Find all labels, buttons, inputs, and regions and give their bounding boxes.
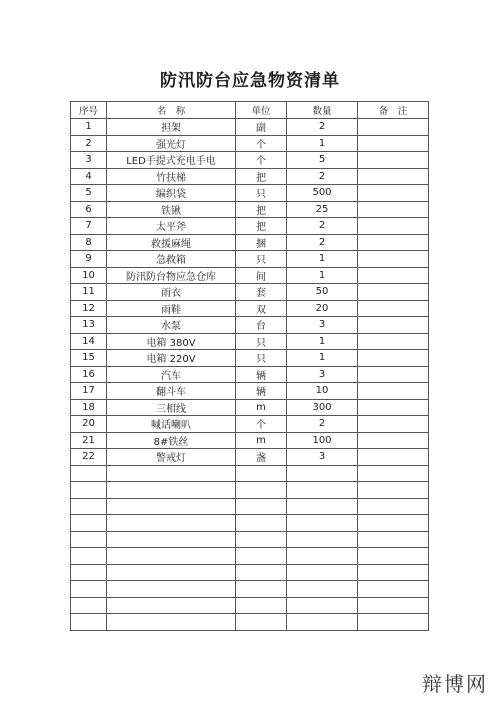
table-row (71, 515, 429, 532)
cell-unit: m (236, 432, 287, 449)
cell-unit: 副 (236, 119, 287, 136)
cell-index: 9 (71, 251, 107, 268)
cell-note (358, 597, 429, 614)
cell-quantity: 1 (287, 267, 358, 284)
cell-quantity: 10 (287, 383, 358, 400)
cell-quantity: 1 (287, 251, 358, 268)
cell-name: 警戒灯 (107, 449, 236, 466)
cell-unit (236, 465, 287, 482)
table-row (71, 168, 429, 185)
table-row (71, 333, 429, 350)
table-row (71, 218, 429, 235)
page-title: 防汛防台应急物资清单 (160, 71, 340, 91)
cell-unit: 辆 (236, 383, 287, 400)
cell-note (358, 416, 429, 433)
cell-name (107, 564, 236, 581)
cell-index (71, 581, 107, 598)
cell-note (358, 284, 429, 301)
cell-unit: m (236, 399, 287, 416)
cell-note (358, 531, 429, 548)
table-row (71, 185, 429, 202)
cell-index (71, 548, 107, 565)
cell-index: 4 (71, 168, 107, 185)
cell-name (107, 498, 236, 515)
cell-unit: 辆 (236, 366, 287, 383)
cell-index: 14 (71, 333, 107, 350)
cell-quantity: 1 (287, 350, 358, 367)
cell-note (358, 548, 429, 565)
cell-index: 2 (71, 135, 107, 152)
cell-name: 铁锹 (107, 201, 236, 218)
cell-name: 汽车 (107, 366, 236, 383)
cell-note (358, 234, 429, 251)
cell-unit: 只 (236, 251, 287, 268)
cell-index: 13 (71, 317, 107, 334)
cell-note (358, 564, 429, 581)
cell-index (71, 597, 107, 614)
cell-note (358, 581, 429, 598)
table-row (71, 234, 429, 251)
cell-note (358, 482, 429, 499)
table-row (71, 465, 429, 482)
cell-index: 12 (71, 300, 107, 317)
cell-unit: 只 (236, 185, 287, 202)
cell-index: 18 (71, 399, 107, 416)
cell-note (358, 515, 429, 532)
cell-note (358, 465, 429, 482)
table-row (71, 251, 429, 268)
table-header-row (71, 102, 429, 119)
table-row (71, 201, 429, 218)
cell-index: 22 (71, 449, 107, 466)
header-quantity: 数量 (287, 102, 358, 119)
table-row (71, 383, 429, 400)
cell-name: 雨衣 (107, 284, 236, 301)
cell-name: 救援麻绳 (107, 234, 236, 251)
cell-unit: 只 (236, 350, 287, 367)
cell-note (358, 614, 429, 631)
cell-unit (236, 482, 287, 499)
cell-name: 编织袋 (107, 185, 236, 202)
table-row (71, 416, 429, 433)
cell-name: 竹扶梯 (107, 168, 236, 185)
cell-note (358, 366, 429, 383)
cell-note (358, 152, 429, 169)
cell-name: 喊话喇叭 (107, 416, 236, 433)
watermark-logo: 辩博网 (422, 672, 488, 696)
cell-unit: 把 (236, 168, 287, 185)
cell-quantity (287, 597, 358, 614)
cell-name: 三相线 (107, 399, 236, 416)
cell-index: 16 (71, 366, 107, 383)
table-row (71, 449, 429, 466)
header-name: 名 称 (107, 102, 236, 119)
cell-unit (236, 564, 287, 581)
cell-unit: 把 (236, 218, 287, 235)
cell-note (358, 168, 429, 185)
cell-name: 电箱 380V (107, 333, 236, 350)
cell-quantity: 2 (287, 119, 358, 136)
cell-name (107, 515, 236, 532)
header-index: 序号 (71, 102, 107, 119)
table-row (71, 267, 429, 284)
table-row (71, 119, 429, 136)
cell-note (358, 135, 429, 152)
cell-name (107, 614, 236, 631)
cell-unit: 捆 (236, 234, 287, 251)
table-row (71, 531, 429, 548)
cell-name: 翻斗车 (107, 383, 236, 400)
cell-quantity (287, 548, 358, 565)
cell-index: 20 (71, 416, 107, 433)
cell-quantity: 3 (287, 449, 358, 466)
table-row (71, 597, 429, 614)
cell-index (71, 564, 107, 581)
cell-quantity (287, 614, 358, 631)
cell-index (71, 498, 107, 515)
cell-name: 太平斧 (107, 218, 236, 235)
cell-note (358, 185, 429, 202)
cell-note (358, 218, 429, 235)
cell-quantity (287, 498, 358, 515)
cell-note (358, 498, 429, 515)
table-row (71, 317, 429, 334)
cell-quantity (287, 482, 358, 499)
table-body (71, 119, 429, 631)
table-row (71, 366, 429, 383)
cell-name: 强光灯 (107, 135, 236, 152)
supplies-table (70, 101, 429, 631)
cell-quantity: 1 (287, 333, 358, 350)
cell-unit: 盏 (236, 449, 287, 466)
table-row (71, 284, 429, 301)
cell-index (71, 482, 107, 499)
cell-quantity: 5 (287, 152, 358, 169)
cell-note (358, 201, 429, 218)
cell-index: 7 (71, 218, 107, 235)
table-row (71, 432, 429, 449)
cell-index: 15 (71, 350, 107, 367)
cell-index: 8 (71, 234, 107, 251)
cell-quantity: 2 (287, 234, 358, 251)
cell-note (358, 333, 429, 350)
cell-quantity (287, 564, 358, 581)
cell-unit: 把 (236, 201, 287, 218)
table-row (71, 300, 429, 317)
table-row (71, 399, 429, 416)
cell-unit (236, 597, 287, 614)
table-row (71, 152, 429, 169)
cell-name: 防汛防台物应急仓库 (107, 267, 236, 284)
cell-unit: 间 (236, 267, 287, 284)
cell-index (71, 614, 107, 631)
cell-quantity (287, 515, 358, 532)
cell-note (358, 383, 429, 400)
cell-index: 3 (71, 152, 107, 169)
cell-quantity: 50 (287, 284, 358, 301)
table-row (71, 614, 429, 631)
header-unit: 单位 (236, 102, 287, 119)
cell-quantity: 20 (287, 300, 358, 317)
cell-quantity: 2 (287, 168, 358, 185)
cell-name: 电箱 220V (107, 350, 236, 367)
cell-note (358, 399, 429, 416)
cell-quantity: 3 (287, 366, 358, 383)
cell-index: 11 (71, 284, 107, 301)
cell-unit: 个 (236, 135, 287, 152)
cell-quantity: 300 (287, 399, 358, 416)
cell-note (358, 300, 429, 317)
cell-name: 担架 (107, 119, 236, 136)
cell-note (358, 449, 429, 466)
table-row (71, 482, 429, 499)
cell-note (358, 432, 429, 449)
cell-name (107, 531, 236, 548)
header-note: 备 注 (358, 102, 429, 119)
cell-index (71, 531, 107, 548)
cell-unit: 双 (236, 300, 287, 317)
cell-name (107, 482, 236, 499)
cell-unit (236, 581, 287, 598)
table-row (71, 350, 429, 367)
cell-name: LED手提式充电手电 (107, 152, 236, 169)
cell-quantity: 100 (287, 432, 358, 449)
cell-note (358, 251, 429, 268)
cell-unit (236, 498, 287, 515)
cell-quantity (287, 465, 358, 482)
cell-unit: 个 (236, 416, 287, 433)
cell-note (358, 119, 429, 136)
cell-name (107, 465, 236, 482)
cell-name: 急救箱 (107, 251, 236, 268)
cell-name: 水泵 (107, 317, 236, 334)
cell-unit: 台 (236, 317, 287, 334)
cell-index: 5 (71, 185, 107, 202)
cell-name (107, 581, 236, 598)
cell-unit (236, 515, 287, 532)
cell-index: 1 (71, 119, 107, 136)
cell-note (358, 267, 429, 284)
cell-quantity: 1 (287, 135, 358, 152)
cell-unit: 套 (236, 284, 287, 301)
cell-quantity: 2 (287, 416, 358, 433)
cell-index (71, 465, 107, 482)
cell-index: 17 (71, 383, 107, 400)
cell-note (358, 350, 429, 367)
cell-name: 8#铁丝 (107, 432, 236, 449)
table-row (71, 498, 429, 515)
cell-quantity: 500 (287, 185, 358, 202)
cell-unit (236, 531, 287, 548)
cell-quantity: 25 (287, 201, 358, 218)
cell-index: 10 (71, 267, 107, 284)
cell-unit: 个 (236, 152, 287, 169)
cell-unit: 只 (236, 333, 287, 350)
cell-unit (236, 548, 287, 565)
cell-quantity: 3 (287, 317, 358, 334)
cell-quantity (287, 581, 358, 598)
cell-index (71, 515, 107, 532)
cell-name: 雨鞋 (107, 300, 236, 317)
cell-quantity (287, 531, 358, 548)
table-row (71, 581, 429, 598)
cell-note (358, 317, 429, 334)
cell-index: 6 (71, 201, 107, 218)
table-row (71, 548, 429, 565)
cell-quantity: 2 (287, 218, 358, 235)
cell-index: 21 (71, 432, 107, 449)
cell-name (107, 597, 236, 614)
table-row (71, 135, 429, 152)
cell-name (107, 548, 236, 565)
table-row (71, 564, 429, 581)
cell-unit (236, 614, 287, 631)
